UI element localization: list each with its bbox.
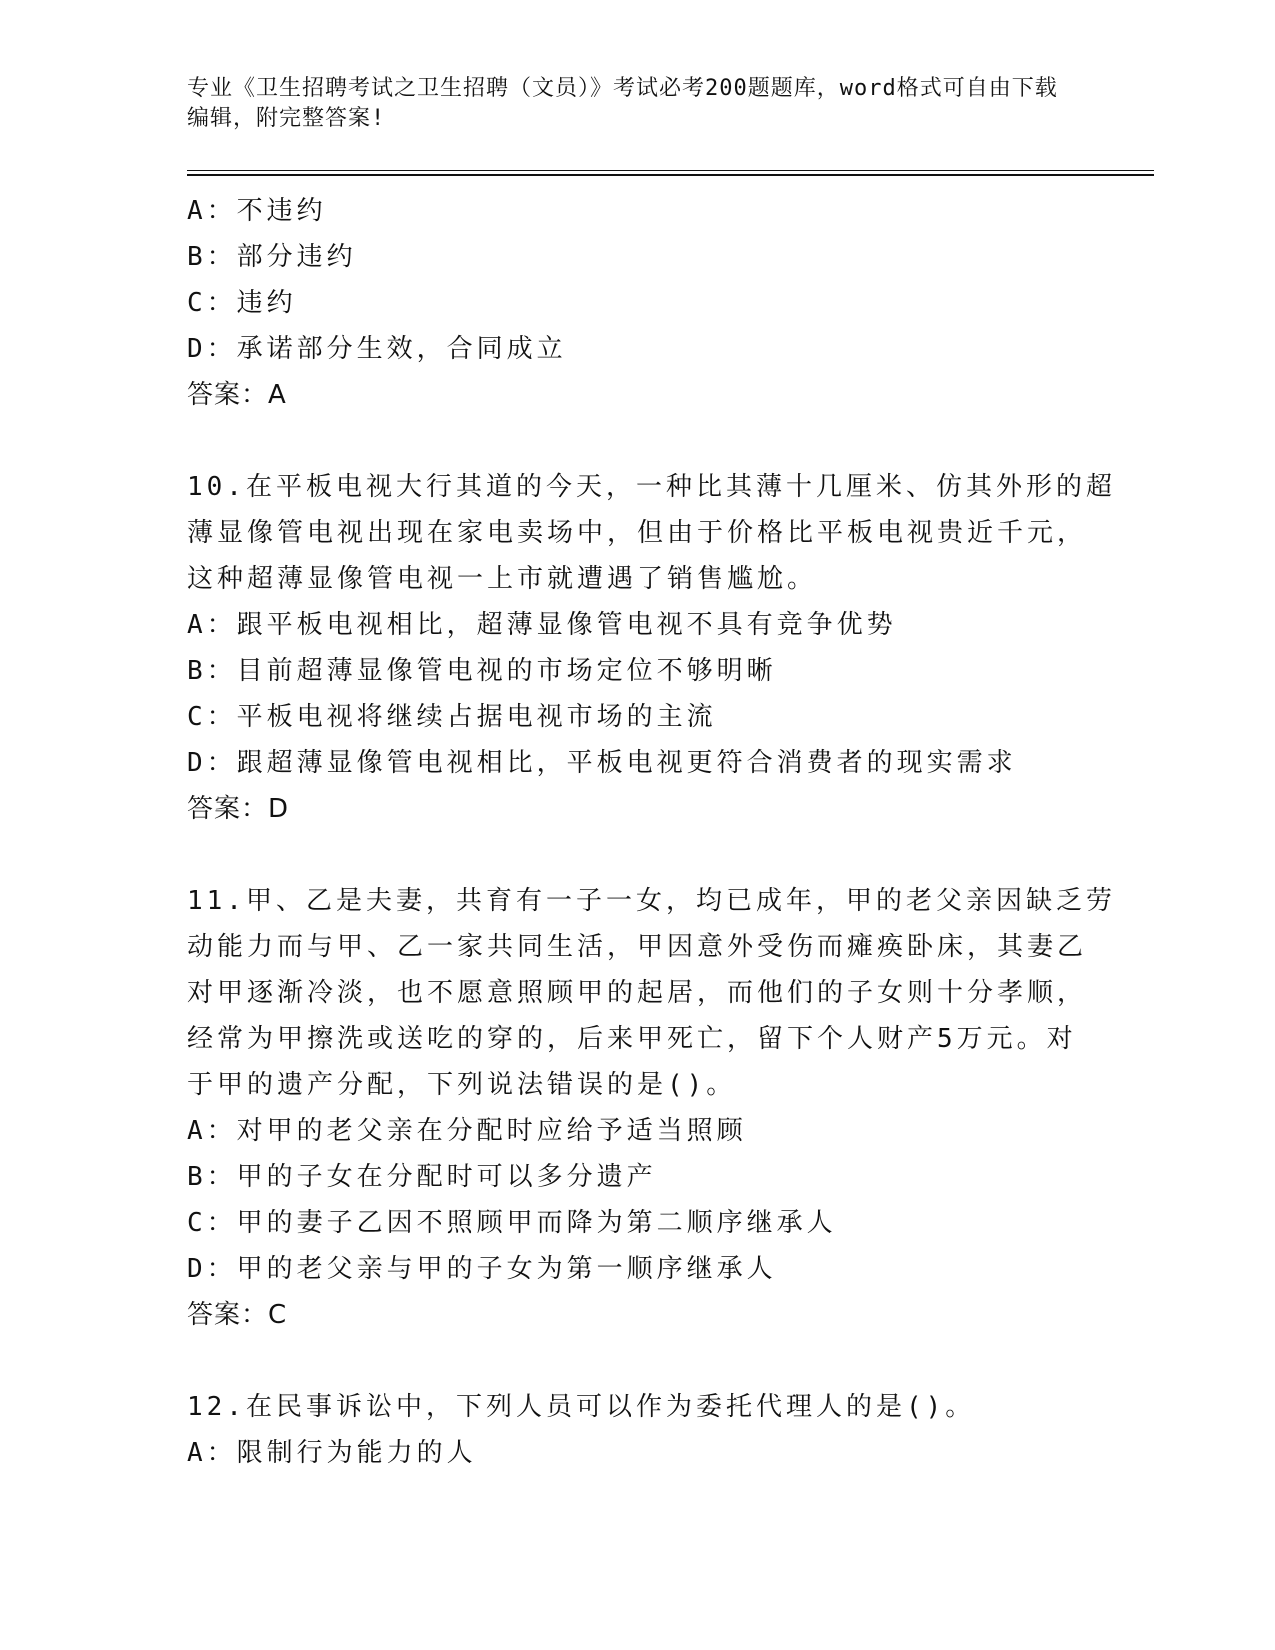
option-a: A：跟平板电视相比，超薄显像管电视不具有竞争优势: [187, 610, 897, 640]
answer-line: 答案：A: [187, 380, 287, 410]
question-9-tail: [187, 188, 1087, 418]
question-stem-line: 经常为甲擦洗或送吃的穿的，后来甲死亡，留下个人财产5万元。对: [187, 1024, 1077, 1054]
option-c: C：甲的妻子乙因不照顾甲而降为第二顺序继承人: [187, 1208, 837, 1238]
answer-line: 答案：C: [187, 1300, 288, 1330]
option-d: D：甲的老父亲与甲的子女为第一顺序继承人: [187, 1254, 777, 1284]
answer-line: 答案：D: [187, 794, 290, 824]
question-10: [187, 464, 1116, 832]
question-12: [187, 1384, 1087, 1476]
option-b: B：部分违约: [187, 242, 357, 272]
option-c: C：违约: [187, 288, 297, 318]
option-a: A：不违约: [187, 196, 327, 226]
option-b: B：甲的子女在分配时可以多分遗产: [187, 1162, 657, 1192]
option-a: A：限制行为能力的人: [187, 1438, 477, 1468]
question-stem-line: 10.在平板电视大行其道的今天，一种比其薄十几厘米、仿其外形的超: [187, 472, 1116, 502]
option-c: C：平板电视将继续占据电视市场的主流: [187, 702, 717, 732]
option-d: D：跟超薄显像管电视相比，平板电视更符合消费者的现实需求: [187, 748, 1017, 778]
option-a: A：对甲的老父亲在分配时应给予适当照顾: [187, 1116, 747, 1146]
question-stem-line: 12.在民事诉讼中，下列人员可以作为委托代理人的是()。: [187, 1392, 976, 1422]
question-stem-line: 于甲的遗产分配，下列说法错误的是()。: [187, 1070, 737, 1100]
option-b: B：目前超薄显像管电视的市场定位不够明晰: [187, 656, 777, 686]
question-11: [187, 878, 1116, 1338]
document-header: 专业《卫生招聘考试之卫生招聘（文员）》考试必考200题题库，word格式可自由下载编辑，附完整答案!: [187, 76, 1058, 131]
question-stem-line: 11.甲、乙是夫妻，共育有一子一女，均已成年，甲的老父亲因缺乏劳: [187, 886, 1116, 916]
header-rule-thin: [187, 170, 1154, 171]
question-stem-line: 对甲逐渐冷淡，也不愿意照顾甲的起居，而他们的子女则十分孝顺，: [187, 978, 1088, 1008]
question-stem-line: 薄显像管电视出现在家电卖场中，但由于价格比平板电视贵近千元，: [187, 518, 1088, 548]
header-rule-thick: [187, 174, 1154, 176]
question-list: [187, 188, 1116, 1476]
question-stem-line: 动能力而与甲、乙一家共同生活，甲因意外受伤而瘫痪卧床，其妻乙: [187, 932, 1088, 962]
question-stem-line: 这种超薄显像管电视一上市就遭遇了销售尴尬。: [187, 564, 818, 594]
option-d: D：承诺部分生效，合同成立: [187, 334, 567, 364]
